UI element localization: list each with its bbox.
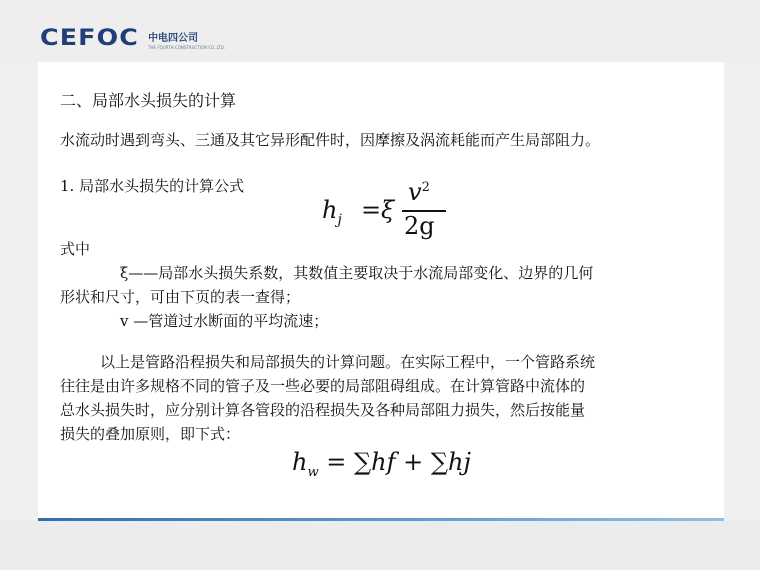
xi-definition-line1: ξ——局部水头损失系数，其数值主要取决于水流局部变化、边界的几何 (120, 264, 594, 282)
where-label: 式中 (60, 240, 91, 258)
formula1-coefficient: ξ (381, 196, 395, 224)
paragraph-line3: 总水头损失时，应分别计算各管段的沿程损失及各种局部阻力损失，然后按能量 (60, 401, 586, 419)
paragraph-line1: 以上是管路沿程损失和局部损失的计算问题。在实际工程中，一个管路系统 (100, 353, 596, 371)
formula1-lhs: $h_j$ (322, 196, 342, 228)
formula1-numerator: $v^2$ (408, 178, 430, 206)
xi-definition-line2: 形状和尺寸，可由下页的表一查得； (60, 288, 301, 306)
section-heading: 二、局部水头损失的计算 (60, 91, 237, 110)
logo-text (148, 33, 225, 50)
total-loss-formula: $h_w = \sum hf + \sum hj$ (292, 448, 471, 480)
footer-bar (0, 521, 760, 570)
paragraph-line2: 往往是由许多规格不同的管子及一些必要的局部阻碍组成。在计算管路中流体的 (60, 377, 586, 395)
company-logo (40, 28, 225, 50)
intro-text: 水流动时遇到弯头、三通及其它异形配件时，因摩擦及涡流耗能而产生局部阻力。 (60, 131, 601, 149)
item1-label: 1. 局部水头损失的计算公式 (60, 177, 245, 195)
formula1-denominator: 2g (404, 212, 435, 240)
paragraph-line4: 损失的叠加原则，即下式： (60, 425, 241, 443)
v-definition: v —管道过水断面的平均流速； (120, 312, 329, 330)
logo-chinese-name: 中电四公司 (148, 33, 199, 44)
local-loss-formula (322, 178, 452, 248)
formula1-equals: = (361, 196, 382, 224)
logo-english-name: THE FOURTH CONSTRUCTION CO.,LTD. (148, 45, 226, 50)
logo-mark: CEFOC (40, 26, 139, 51)
